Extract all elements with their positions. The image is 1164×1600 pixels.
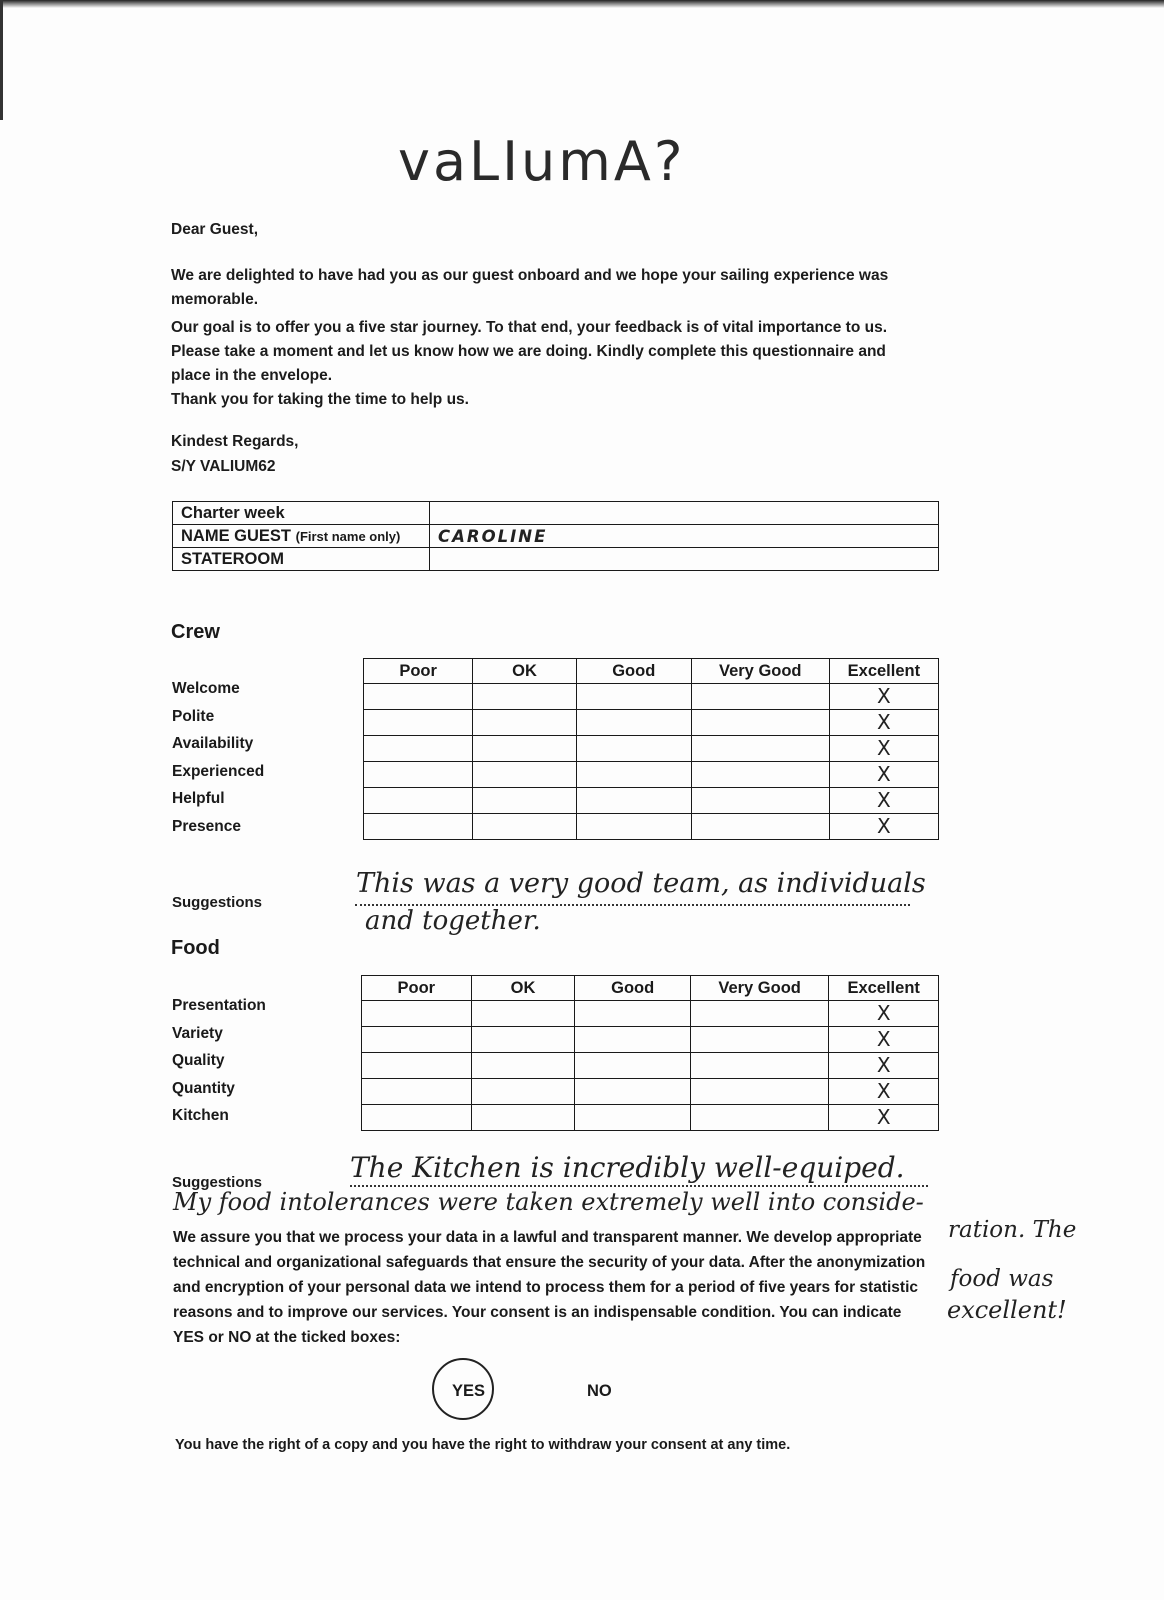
crew-column-header: OK	[473, 659, 577, 684]
consent-footer-note: You have the right of a copy and you have the right to withdraw your consent at any time.	[175, 1437, 791, 1453]
crew-rating-cell[interactable]	[473, 762, 577, 788]
crew-column-header: Poor	[364, 659, 473, 684]
stateroom-label: STATEROOM	[173, 548, 430, 571]
crew-rating-row	[364, 814, 939, 840]
food-column-header: OK	[471, 976, 575, 1001]
crew-rating-cell[interactable]	[691, 762, 829, 788]
food-row-label: Quantity	[172, 1079, 235, 1097]
crew-row-label: Welcome	[172, 680, 240, 697]
crew-suggestions-line2: and together.	[365, 906, 541, 936]
crew-rating-cell[interactable]	[691, 710, 829, 736]
food-suggestions-line4: food was	[950, 1266, 1054, 1292]
crew-rating-cell[interactable]	[829, 814, 938, 840]
food-suggestions-label: Suggestions	[172, 1174, 263, 1191]
food-rating-cell[interactable]	[362, 1079, 472, 1105]
food-rating-cell[interactable]	[690, 1001, 828, 1027]
crew-row-label: Availability	[172, 735, 254, 752]
food-rating-cell[interactable]	[575, 1027, 690, 1053]
x-mark-icon: X	[877, 684, 891, 708]
crew-rating-cell[interactable]	[473, 814, 577, 840]
crew-row-label: Helpful	[172, 790, 225, 807]
name-guest-row	[173, 525, 939, 548]
privacy-statement: We assure you that we process your data in a lawful and transparent manner. We develop appropriate technical and organizational safeguards that ensure the security of your data. After the anonymization and encryption of your personal data we intend to process them for a period of five years for statistic reasons and to improve our services. Your consent is an indispensable condition. You can indicate YES or NO at the ticked boxes:	[173, 1229, 926, 1346]
food-rating-row	[362, 1105, 939, 1131]
crew-rating-cell[interactable]	[829, 684, 938, 710]
x-mark-icon: X	[876, 1001, 891, 1025]
paragraph-1: We are delighted to have had you as our guest onboard and we hope your sailing experience was memorable.	[171, 267, 889, 308]
crew-rating-cell[interactable]	[473, 736, 577, 762]
x-mark-icon: X	[877, 788, 891, 812]
x-mark-icon: X	[877, 814, 891, 838]
food-rating-cell[interactable]	[829, 1027, 939, 1053]
crew-rating-cell[interactable]	[829, 788, 938, 814]
name-guest-label: NAME GUEST	[181, 526, 292, 545]
crew-rating-row	[364, 710, 939, 736]
crew-column-header: Good	[576, 659, 691, 684]
x-mark-icon: X	[876, 1053, 891, 1077]
food-rating-cell[interactable]	[471, 1001, 575, 1027]
food-rating-cell[interactable]	[362, 1001, 472, 1027]
food-rating-cell[interactable]	[471, 1079, 575, 1105]
crew-rating-cell[interactable]	[829, 710, 938, 736]
crew-column-header: Excellent	[829, 659, 938, 684]
food-rating-cell[interactable]	[362, 1027, 472, 1053]
scan-left-edge	[0, 0, 3, 120]
signature: S/Y VALIUM62	[171, 458, 276, 475]
crew-rating-cell[interactable]	[691, 814, 829, 840]
x-mark-icon: X	[876, 1105, 891, 1129]
food-rating-row	[362, 1053, 939, 1079]
crew-rating-cell[interactable]	[576, 762, 691, 788]
crew-row-label: Polite	[172, 707, 215, 725]
charter-week-label: Charter week	[173, 502, 430, 525]
food-rating-row	[362, 1079, 939, 1105]
food-rating-cell[interactable]	[362, 1105, 472, 1131]
crew-rating-cell[interactable]	[364, 736, 473, 762]
crew-rating-cell[interactable]	[576, 710, 691, 736]
food-rating-cell[interactable]	[690, 1027, 828, 1053]
food-row-label: Quality	[172, 1052, 225, 1069]
consent-no-option[interactable]: NO	[587, 1382, 612, 1400]
food-rating-cell[interactable]	[829, 1053, 939, 1079]
guest-info-table	[172, 501, 939, 571]
consent-yes-option[interactable]: YES	[452, 1382, 486, 1400]
food-rating-cell[interactable]	[471, 1027, 575, 1053]
food-suggestions-line1: The Kitchen is incredibly well-equiped.	[350, 1151, 905, 1184]
food-column-header: Excellent	[829, 976, 939, 1001]
crew-rating-cell[interactable]	[364, 710, 473, 736]
stateroom-row	[173, 548, 939, 571]
food-rating-cell[interactable]	[690, 1079, 828, 1105]
greeting: Dear Guest,	[171, 221, 259, 238]
paragraph-2: Our goal is to offer you a five star journey. To that end, your feedback is of vital importance to us. Please take a moment and let us know how we are doing. Kindly complete this questionnaire and place in the envelope.	[171, 319, 887, 384]
crew-rating-cell[interactable]	[364, 788, 473, 814]
food-row-label: Variety	[172, 1024, 223, 1042]
crew-rating-cell[interactable]	[473, 788, 577, 814]
name-guest-field[interactable]: CAROLINE	[430, 525, 939, 548]
crew-rating-cell[interactable]	[576, 736, 691, 762]
food-rating-cell[interactable]	[575, 1001, 690, 1027]
food-column-header: Very Good	[690, 976, 828, 1001]
crew-rating-cell[interactable]	[364, 684, 473, 710]
food-row-label: Presentation	[172, 997, 266, 1014]
crew-column-header: Very Good	[691, 659, 829, 684]
food-rating-cell[interactable]	[575, 1079, 690, 1105]
crew-rating-cell[interactable]	[691, 736, 829, 762]
food-rating-cell[interactable]	[690, 1053, 828, 1079]
crew-rating-cell[interactable]	[829, 762, 938, 788]
x-mark-icon: X	[877, 710, 891, 734]
name-guest-hint: (First name only)	[295, 528, 401, 544]
food-column-header: Good	[575, 976, 690, 1001]
food-rating-cell[interactable]	[575, 1105, 690, 1131]
x-mark-icon: X	[877, 736, 891, 760]
food-rating-cell[interactable]	[829, 1105, 939, 1131]
name-guest-label-cell	[173, 525, 430, 548]
charter-week-row	[173, 502, 939, 525]
crew-rating-row	[364, 736, 939, 762]
food-rating-cell[interactable]	[471, 1053, 575, 1079]
food-rating-cell[interactable]	[829, 1079, 939, 1105]
crew-rating-cell[interactable]	[473, 710, 577, 736]
food-section-title: Food	[171, 937, 220, 959]
crew-rating-row	[364, 684, 939, 710]
x-mark-icon: X	[876, 1027, 891, 1051]
closing: Kindest Regards,	[171, 433, 299, 450]
crew-rating-table	[363, 658, 939, 840]
crew-rating-cell[interactable]	[691, 788, 829, 814]
crew-rating-row	[364, 788, 939, 814]
paragraph-3: Thank you for taking the time to help us.	[171, 391, 469, 408]
valium-logo: vaLIumA?	[398, 130, 686, 193]
food-rating-cell[interactable]	[471, 1105, 575, 1131]
crew-rating-cell[interactable]	[829, 736, 938, 762]
x-mark-icon: X	[876, 1079, 891, 1103]
crew-row-label: Presence	[172, 817, 241, 835]
crew-rating-cell[interactable]	[364, 814, 473, 840]
food-rating-cell[interactable]	[829, 1001, 939, 1027]
food-rating-cell[interactable]	[690, 1105, 828, 1131]
food-rating-table	[361, 975, 939, 1131]
crew-rating-cell[interactable]	[576, 684, 691, 710]
crew-suggestions-line1: This was a very good team, as individuals	[356, 868, 926, 899]
crew-suggestions-label: Suggestions	[172, 894, 263, 911]
food-column-header: Poor	[362, 976, 472, 1001]
food-rating-row	[362, 1001, 939, 1027]
food-rating-cell[interactable]	[362, 1053, 472, 1079]
food-rating-cell[interactable]	[575, 1053, 690, 1079]
food-suggestions-line2: My food intolerances were taken extremely well into conside-	[173, 1188, 924, 1216]
crew-section-title: Crew	[171, 621, 220, 643]
charter-week-field[interactable]	[430, 502, 939, 525]
crew-rating-cell[interactable]	[364, 762, 473, 788]
food-suggestions-line5: excellent!	[947, 1296, 1067, 1324]
crew-row-label: Experienced	[172, 762, 265, 780]
crew-rating-cell[interactable]	[576, 814, 691, 840]
food-suggestions-line	[350, 1185, 928, 1187]
stateroom-field[interactable]	[430, 548, 939, 571]
crew-rating-row	[364, 762, 939, 788]
crew-rating-cell[interactable]	[576, 788, 691, 814]
food-rating-row	[362, 1027, 939, 1053]
crew-rating-cell[interactable]	[691, 684, 829, 710]
crew-rating-cell[interactable]	[473, 684, 577, 710]
food-row-label: Kitchen	[172, 1107, 229, 1124]
scan-top-edge	[0, 0, 1164, 8]
food-suggestions-line3: ration. The	[948, 1217, 1077, 1243]
x-mark-icon: X	[877, 762, 891, 786]
